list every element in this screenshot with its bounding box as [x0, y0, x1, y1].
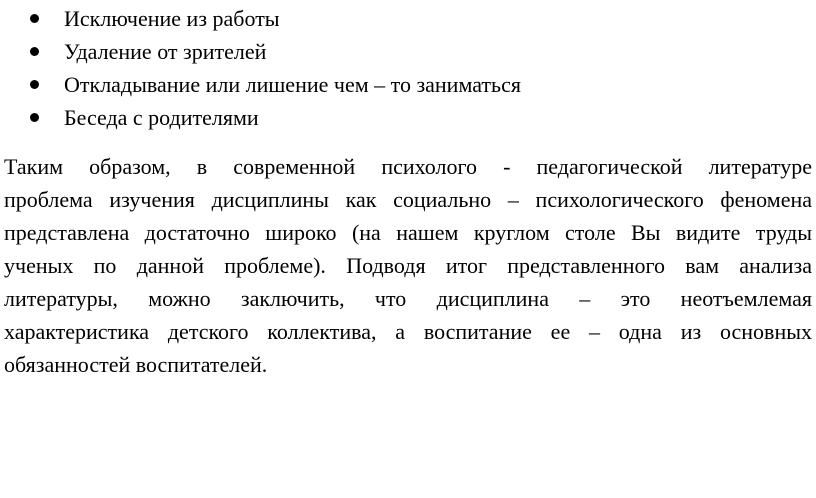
paragraph-line: проблема изучения дисциплины как социально – психологического феномена	[4, 187, 812, 212]
bullet-icon	[30, 80, 39, 89]
list-item-text: Беседа с родителями	[64, 105, 259, 130]
paragraph-line: характеристика детского коллектива, а воспитание ее – одна из основных	[4, 319, 812, 344]
list-item-text: Исключение из работы	[64, 6, 280, 31]
paragraph-line: обязанностей воспитателей.	[4, 352, 268, 377]
list-item	[0, 68, 816, 101]
paragraph-line: представлена достаточно широко (на нашем круглом столе Вы видите труды	[4, 220, 812, 245]
bullet-icon	[30, 47, 39, 56]
list-item	[0, 2, 816, 35]
bullet-list	[0, 2, 816, 134]
paragraph-line: Таким образом, в современной психолого - педагогической литературе	[4, 154, 812, 179]
paragraph-line: ученых по данной проблеме). Подводя итог представленного вам анализа	[4, 253, 812, 278]
paragraph-line: литературы, можно заключить, что дисциплина – это неотъемлемая	[4, 286, 812, 311]
list-item	[0, 35, 816, 68]
body-paragraph	[4, 150, 812, 381]
list-item	[0, 101, 816, 134]
bullet-icon	[30, 14, 39, 23]
list-item-text: Откладывание или лишение чем – то заниматься	[64, 72, 521, 97]
list-item-text: Удаление от зрителей	[64, 39, 267, 64]
bullet-icon	[30, 113, 39, 122]
